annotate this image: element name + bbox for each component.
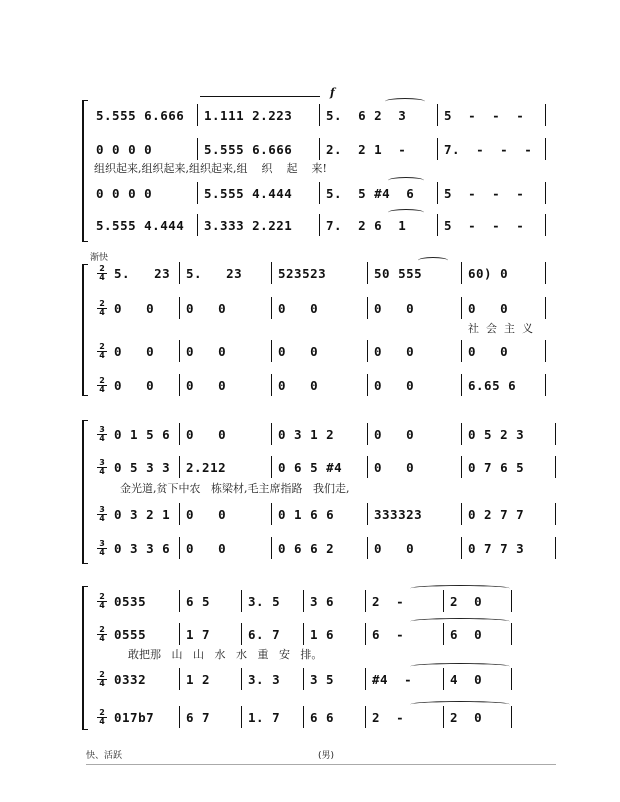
measure: 1 7 xyxy=(180,623,242,645)
system-1-staff-1 xyxy=(90,104,546,126)
measure: 0 0 xyxy=(180,340,272,362)
measure: 1. 7 xyxy=(242,706,304,728)
measure: 5.555 4.444 xyxy=(198,182,320,204)
measure: 523523 xyxy=(272,262,368,284)
measure: 5. 5 #4 6 xyxy=(320,182,438,204)
measure: 0 0 xyxy=(180,297,272,319)
measure: 0535 xyxy=(108,590,180,612)
measure: 0 0 xyxy=(180,423,272,445)
system-1-brace xyxy=(82,100,88,242)
measure: 0 0 0 0 xyxy=(90,138,198,160)
measure: 0 3 1 2 xyxy=(272,423,368,445)
time-signature: 2 4 xyxy=(97,377,107,394)
measure: 5 - - - xyxy=(438,182,546,204)
measure: 2 0 xyxy=(444,590,512,612)
measure: 0 6 5 #4 xyxy=(272,456,368,478)
tempo-marking: 渐快 xyxy=(90,253,109,263)
measure: 0 0 xyxy=(368,423,462,445)
system-3-staff-4 xyxy=(108,537,556,559)
measure: 0 1 5 6 xyxy=(108,423,180,445)
system-3-lyrics: 金光道,贫下中农 栋梁材,毛主席指路 我们走, xyxy=(120,482,350,495)
measure: 6 5 xyxy=(180,590,242,612)
system-4-lyrics: 敢把那 山 山 水 水 重 安 排。 xyxy=(128,648,323,661)
measure: 5.555 4.444 xyxy=(90,214,198,236)
system-2-staff-1 xyxy=(108,262,546,284)
measure: 2 0 xyxy=(444,706,512,728)
system-3-staff-1 xyxy=(108,423,556,445)
measure: 5 - - - xyxy=(438,104,546,126)
tie xyxy=(410,618,510,625)
measure: 6 0 xyxy=(444,623,512,645)
measure: 3.333 2.221 xyxy=(198,214,320,236)
tie xyxy=(388,177,424,184)
measure: 0 0 xyxy=(180,537,272,559)
measure: 0 3 3 6 xyxy=(108,537,180,559)
measure: 5.555 6.666 xyxy=(90,104,198,126)
measure: 0 0 xyxy=(108,297,180,319)
measure: 0 0 xyxy=(108,374,180,396)
system-2-staff-3 xyxy=(108,340,546,362)
measure: 0 7 6 5 xyxy=(462,456,556,478)
tie xyxy=(410,585,510,592)
measure: 0 0 xyxy=(368,537,462,559)
measure: 2. 2 1 - xyxy=(320,138,438,160)
measure: 0 0 xyxy=(272,297,368,319)
dynamic-mark: f xyxy=(330,86,335,99)
measure: 0 6 6 2 xyxy=(272,537,368,559)
system-4-staff-3 xyxy=(108,668,512,690)
measure: 0 0 xyxy=(272,340,368,362)
measure: 1 2 xyxy=(180,668,242,690)
time-signature: 2 4 xyxy=(97,343,107,360)
footer-staff-line xyxy=(86,764,556,765)
measure: 7. - - - xyxy=(438,138,546,160)
measure: 0555 xyxy=(108,623,180,645)
measure: 0 0 xyxy=(462,340,546,362)
system-1-top-bracket xyxy=(200,96,320,97)
measure: 1 6 xyxy=(304,623,366,645)
measure: 0 2 7 7 xyxy=(462,503,556,525)
system-4-staff-1 xyxy=(108,590,512,612)
system-2-staff-4 xyxy=(108,374,546,396)
measure: 6 7 xyxy=(180,706,242,728)
time-signature: 2 4 xyxy=(97,265,107,282)
system-1-lyrics: 组织起来,组织起来,组织起来,组 织 起 来! xyxy=(94,162,327,175)
measure: 0 0 xyxy=(368,374,462,396)
system-1-staff-4 xyxy=(90,214,546,236)
measure: 2 - xyxy=(366,706,444,728)
time-signature: 3 4 xyxy=(97,459,107,476)
system-3-brace xyxy=(82,420,88,564)
tie xyxy=(418,257,448,264)
tie xyxy=(410,701,510,708)
measure: 0 0 xyxy=(462,297,546,319)
measure: 5. 23 xyxy=(180,262,272,284)
time-signature: 2 4 xyxy=(97,300,107,317)
tie xyxy=(410,663,510,670)
tie xyxy=(385,98,425,105)
measure: 6. 7 xyxy=(242,623,304,645)
time-signature: 2 4 xyxy=(97,709,107,726)
measure: 5. 23 xyxy=(108,262,180,284)
measure: 7. 2 6 1 xyxy=(320,214,438,236)
measure: 0 0 xyxy=(180,374,272,396)
measure: 50 555 xyxy=(368,262,462,284)
system-2-brace xyxy=(82,264,88,396)
measure: #4 - xyxy=(366,668,444,690)
system-4-staff-4 xyxy=(108,706,512,728)
system-2-lyrics: 社 会 主 义 xyxy=(468,322,533,335)
measure: 0 0 0 0 xyxy=(90,182,198,204)
time-signature: 3 4 xyxy=(97,426,107,443)
measure: 0 0 xyxy=(180,503,272,525)
measure: 3. 3 xyxy=(242,668,304,690)
measure: 3 6 xyxy=(304,590,366,612)
measure: 0 3 2 1 xyxy=(108,503,180,525)
measure: 0 0 xyxy=(108,340,180,362)
measure: 0 1 6 6 xyxy=(272,503,368,525)
time-signature: 2 4 xyxy=(97,593,107,610)
measure: 5. 6 2 3 xyxy=(320,104,438,126)
time-signature: 3 4 xyxy=(97,506,107,523)
measure: 0 0 xyxy=(272,374,368,396)
measure: 2.212 xyxy=(180,456,272,478)
measure: 60) 0 xyxy=(462,262,546,284)
tie xyxy=(388,209,424,216)
measure: 1.111 2.223 xyxy=(198,104,320,126)
system-1-staff-3 xyxy=(90,182,546,204)
measure: 6 6 xyxy=(304,706,366,728)
measure: 2 - xyxy=(366,590,444,612)
measure: 0 5 2 3 xyxy=(462,423,556,445)
measure: 3. 5 xyxy=(242,590,304,612)
time-signature: 2 4 xyxy=(97,671,107,688)
measure: 0332 xyxy=(108,668,180,690)
system-3-staff-2 xyxy=(108,456,556,478)
time-signature: 3 4 xyxy=(97,540,107,557)
system-1-staff-2 xyxy=(90,138,546,160)
measure: 0 7 7 3 xyxy=(462,537,556,559)
measure: 3 5 xyxy=(304,668,366,690)
measure: 0 0 xyxy=(368,340,462,362)
measure: 4 0 xyxy=(444,668,512,690)
measure: 6 - xyxy=(366,623,444,645)
measure: 0 0 xyxy=(368,456,462,478)
measure: 5.555 6.666 xyxy=(198,138,320,160)
measure: 6.65 6 xyxy=(462,374,546,396)
system-2-staff-2 xyxy=(108,297,546,319)
footer-part: (男) xyxy=(318,751,335,761)
measure: 5 - - - xyxy=(438,214,546,236)
time-signature: 2 4 xyxy=(97,626,107,643)
measure: 0 0 xyxy=(368,297,462,319)
system-4-brace xyxy=(82,586,88,730)
footer-tempo: 快、活跃 xyxy=(86,751,123,761)
measure: 333323 xyxy=(368,503,462,525)
measure: 0 5 3 3 xyxy=(108,456,180,478)
system-3-staff-3 xyxy=(108,503,556,525)
measure: 017b7 xyxy=(108,706,180,728)
system-4-staff-2 xyxy=(108,623,512,645)
